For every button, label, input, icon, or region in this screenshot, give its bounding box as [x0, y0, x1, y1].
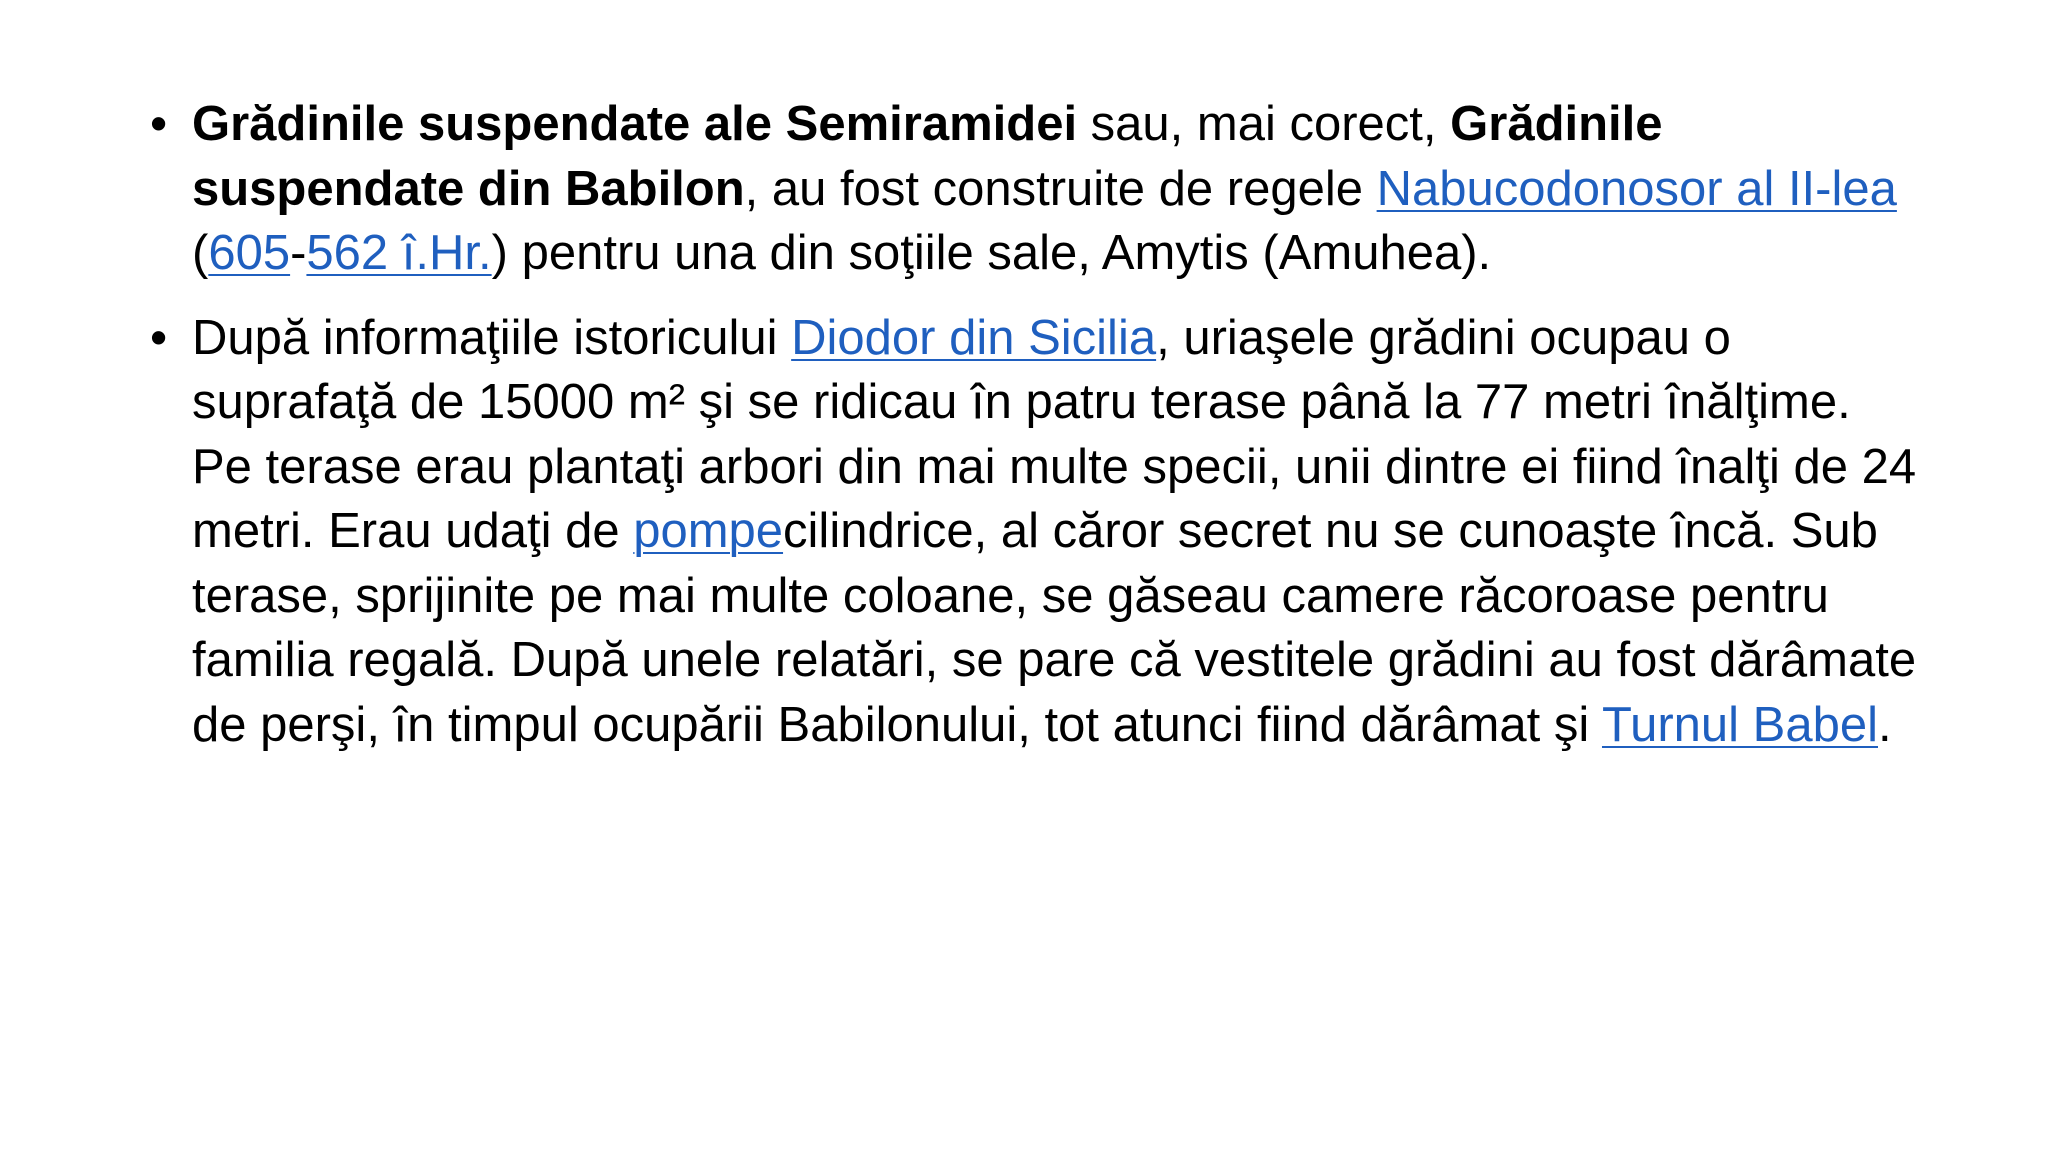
text-segment: , au fost construite de regele: [744, 161, 1377, 216]
bullet-item-gardens: [150, 92, 1920, 286]
link-nebuchadnezzar[interactable]: Nabucodonosor al II-lea: [1376, 161, 1897, 216]
link-diodorus-siculus[interactable]: Diodor din Sicilia: [791, 310, 1157, 365]
bold-title-semiramis: Grădinile suspendate ale Semiramidei: [192, 97, 1078, 151]
bullet-icon: •: [150, 310, 168, 365]
text-segment: .: [1878, 697, 1892, 752]
text-segment: cilindrice, al căror secret nu se cunoaşte încă. Sub terase, sprijinite pe mai multe coloane, se găseau camere răcoroase pentru familia regală. După unele relatări, se pare că vestitele grădini au fost dărâmate de perşi, în timpul ocupării Babilonului, tot atunci fiind dărâmat şi: [192, 504, 1917, 752]
link-tower-of-babel[interactable]: Turnul Babel: [1601, 697, 1878, 752]
text-segment: ) pentru una din soţiile sale, Amytis (Amuhea).: [491, 226, 1492, 280]
text-segment: După informaţiile istoricului: [192, 310, 792, 365]
text-segment: , uriaşele grădini ocupau o suprafaţă de 15000 m² şi se ridicau în patru terase până la 77 metri înălţime. Pe terase erau plantaţi arbori din mai multe specii, unii dintre ei fiind înalţi de 24 metri. Erau udaţi de: [192, 310, 1917, 558]
bullet-list: [150, 92, 1920, 777]
link-year-605[interactable]: 605: [208, 226, 291, 280]
text-segment: sau, mai corect,: [1077, 97, 1451, 151]
bullet-icon: •: [150, 97, 168, 151]
link-year-562-bc[interactable]: 562 î.Hr.: [306, 226, 492, 280]
text-segment: -: [290, 226, 307, 280]
text-segment: (: [192, 226, 209, 280]
bold-title-babylon: Grădinile suspendate din Babilon: [192, 97, 1663, 216]
bullet-item-diodorus: [150, 306, 1920, 758]
link-pumps[interactable]: pompe: [633, 504, 784, 558]
